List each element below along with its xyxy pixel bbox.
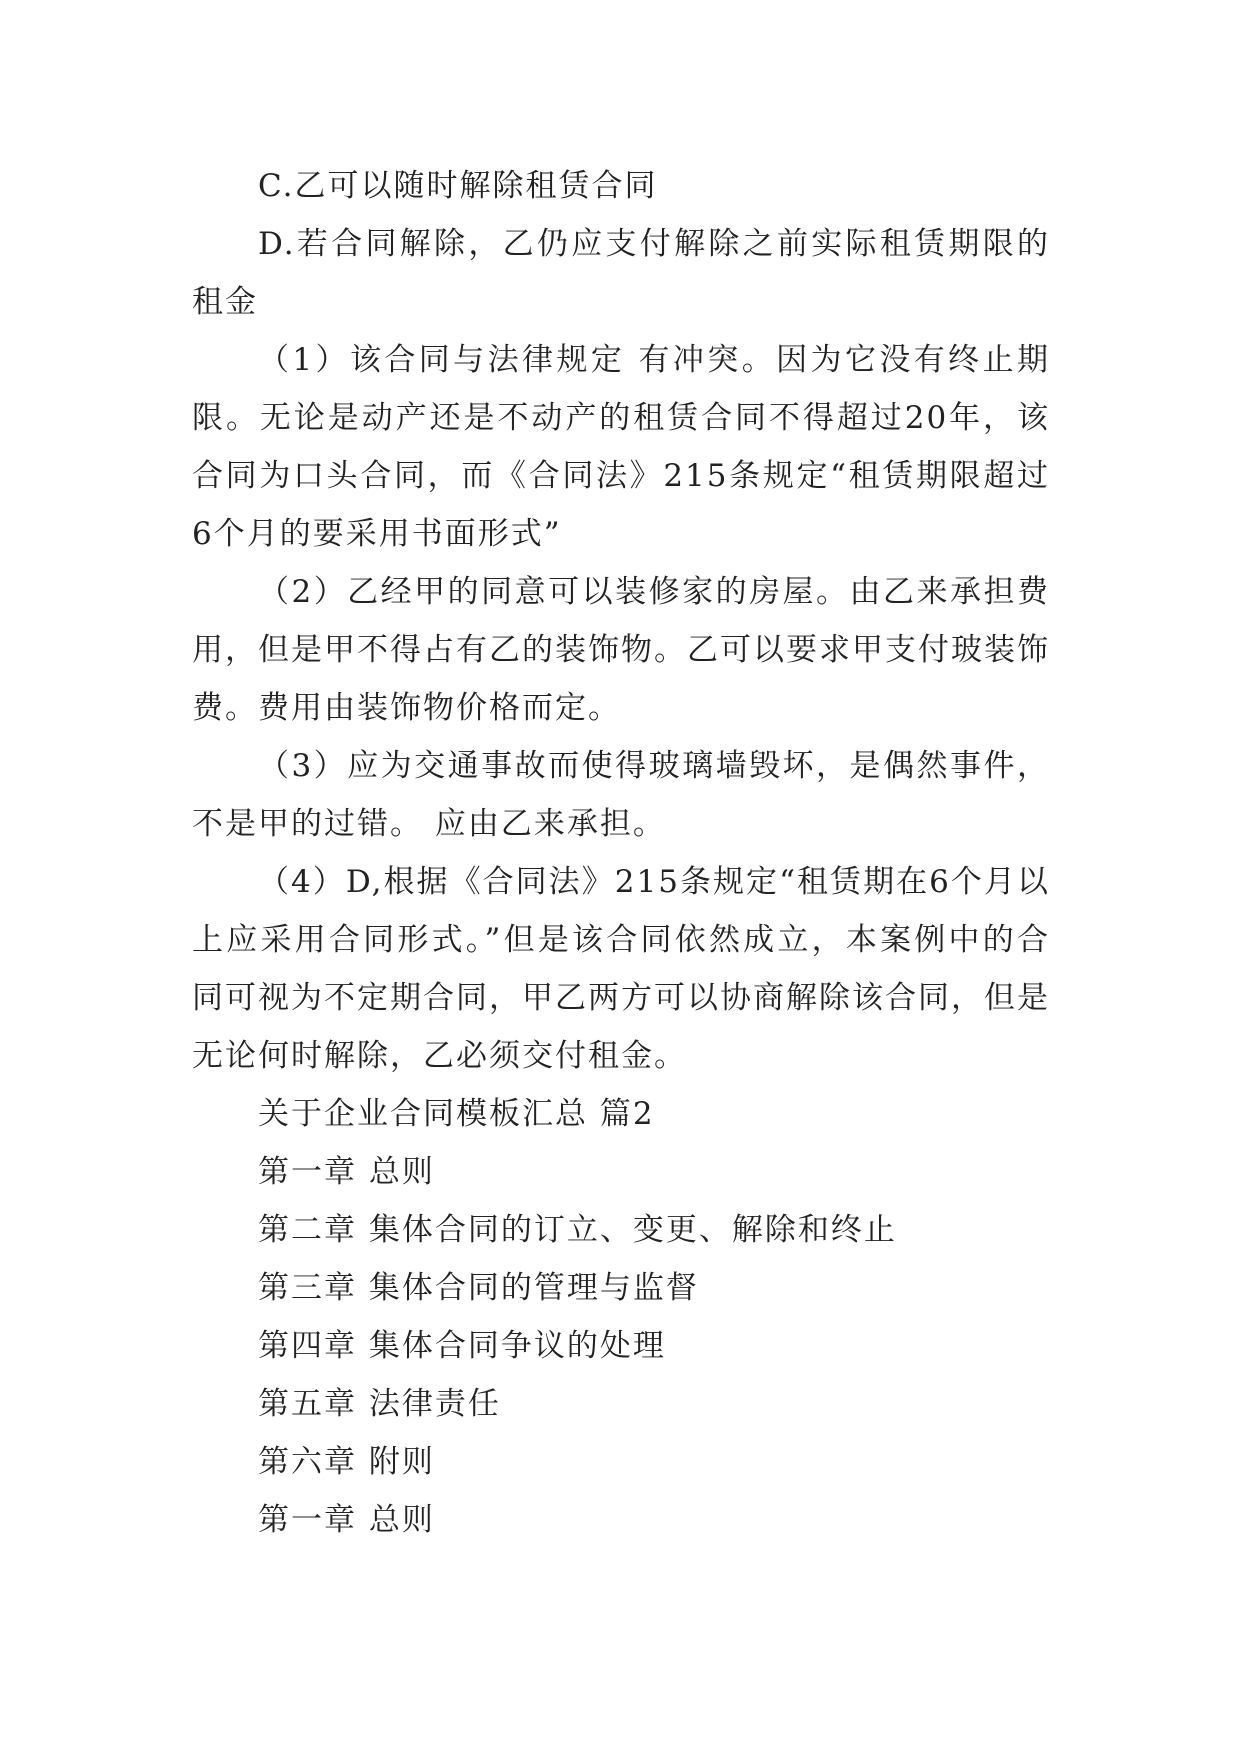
chapter-6: 第六章 附则 (258, 1444, 435, 1480)
answer-4: （4）D,根据《合同法》215条规定“租赁期在6个月以上应采用合同形式。”但是该合同依然成立，本案例中的合同可视为不定期合同，甲乙两方可以协商解除该合同，但是无论何时解除，乙必须交付租金。 (192, 864, 1050, 1074)
answer-1: （1）该合同与法律规定 有冲突。因为它没有终止期限。无论是动产还是不动产的租赁合同不得超过20年，该合同为口头合同，而《合同法》215条规定“租赁期限超过6个月的要采用书面形式” (192, 342, 1050, 552)
chapter-1: 第一章 总则 (258, 1154, 435, 1190)
chapter-3: 第三章 集体合同的管理与监督 (258, 1270, 699, 1306)
answer-3: （3）应为交通事故而使得玻璃墙毁坏，是偶然事件，不是甲的过错。 应由乙来承担。 (192, 748, 1050, 842)
chapter-5: 第五章 法律责任 (258, 1386, 501, 1422)
option-d: D.若合同解除，乙仍应支付解除之前实际租赁期限的租金 (192, 226, 1050, 320)
option-c: C.乙可以随时解除租赁合同 (258, 168, 658, 204)
chapter-4: 第四章 集体合同争议的处理 (258, 1328, 666, 1364)
document-body (192, 157, 1050, 1549)
section-heading: 关于企业合同模板汇总 篇2 (258, 1096, 655, 1132)
answer-2: （2）乙经甲的同意可以装修家的房屋。由乙来承担费用，但是甲不得占有乙的装饰物。乙可以要求甲支付玻装饰费。费用由装饰物价格而定。 (192, 574, 1050, 726)
chapter-2: 第二章 集体合同的订立、变更、解除和终止 (258, 1212, 897, 1248)
chapter-1-repeat: 第一章 总则 (258, 1502, 435, 1538)
